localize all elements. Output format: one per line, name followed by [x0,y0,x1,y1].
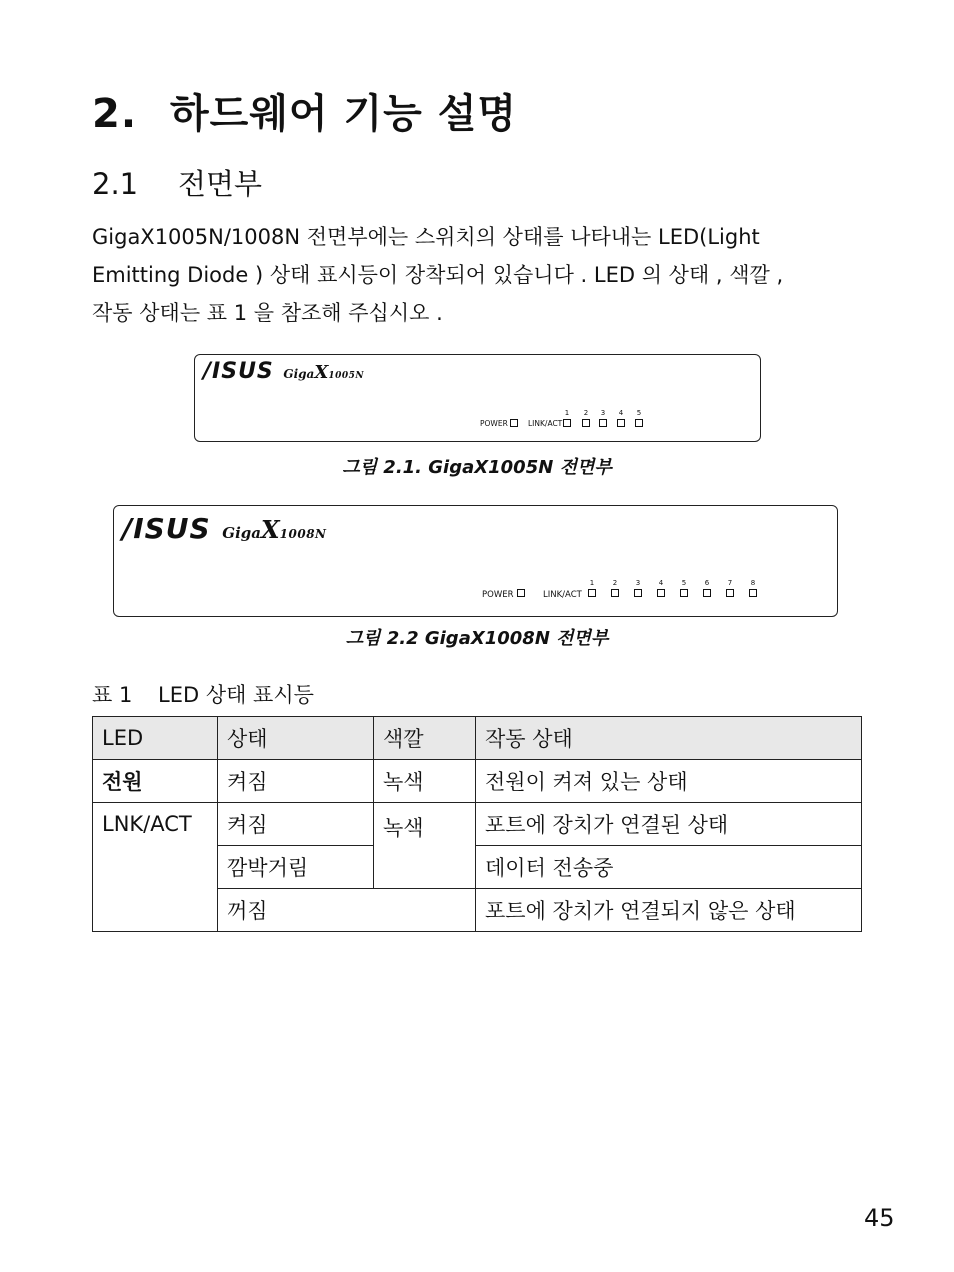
port-number: 8 [750,579,756,587]
port-led [563,419,571,427]
section-title: 하드웨어 기능 설명 [170,91,517,137]
model-logo-text: 1005N [328,371,365,381]
port-number: 1 [564,409,570,417]
port-led [634,589,642,597]
subsection-heading [92,162,262,203]
header-led: LED [93,717,218,760]
subsection-number: 2.1 [92,167,139,201]
figure-caption: 그림 2.1. GigaX1005N 전면부 [342,457,612,478]
gigax1005n-front-panel [194,354,761,442]
model-logo-text: 1008N [279,527,327,541]
cell-state: 켜짐 [218,760,374,803]
link-act-label: LINK/ACT [528,419,563,428]
cell-state: 켜짐 [218,803,374,846]
asus-logo-text: /ISUS [122,512,211,545]
asus-giga-logo [122,512,327,545]
port-number: 7 [727,579,733,587]
port-led [749,589,757,597]
paragraph-line: GigaX1005N/1008N 전면부에는 스위치의 상태를 나타내는 LED(Light [92,225,760,249]
header-operation: 작동 상태 [476,717,862,760]
port-led [617,419,625,427]
cell-led: 전원 [93,760,218,803]
asus-giga-logo [203,359,364,384]
port-led [635,419,643,427]
power-led [510,419,518,427]
port-number: 1 [589,579,595,587]
port-led [611,589,619,597]
cell-led: LNK/ACT [93,803,218,932]
cell-color: 녹색 [374,803,476,889]
power-led [517,589,525,597]
port-led [599,419,607,427]
power-label: POWER [482,590,514,600]
port-number: 6 [704,579,710,587]
table-label: 표 1 [92,683,133,707]
giga-logo-text: Giga [222,524,262,542]
port-number: 2 [612,579,618,587]
port-led [680,589,688,597]
table-title [92,679,314,709]
x-logo-text: X [261,515,280,544]
table-header-row [93,717,862,760]
cell-operation: 전원이 켜져 있는 상태 [476,760,862,803]
table-row [93,803,862,846]
port-number: 5 [636,409,642,417]
port-led [582,419,590,427]
cell-operation: 포트에 장치가 연결되지 않은 상태 [476,889,862,932]
table-title-text: LED 상태 표시등 [158,683,314,707]
intro-paragraph [92,218,872,332]
port-number: 5 [681,579,687,587]
port-number: 4 [658,579,664,587]
header-color: 색깔 [374,717,476,760]
link-act-label: LINK/ACT [543,590,582,600]
port-led [726,589,734,597]
port-number: 4 [618,409,624,417]
section-number: 2. [92,91,138,137]
giga-logo-text: Giga [283,367,315,381]
asus-logo-text: /ISUS [203,359,274,384]
port-led [703,589,711,597]
cell-state: 깜박거림 [218,846,374,889]
section-heading [92,82,517,139]
cell-operation: 데이터 전송중 [476,846,862,889]
cell-color: 녹색 [374,760,476,803]
cell-operation: 포트에 장치가 연결된 상태 [476,803,862,846]
paragraph-line: Emitting Diode ) 상태 표시등이 장착되어 있습니다 . LED 의 상태 , 색깔 , [92,263,784,287]
gigax1008n-front-panel [113,505,838,617]
subsection-title: 전면부 [178,167,263,201]
page-number: 45 [864,1204,895,1232]
power-label: POWER [480,419,508,428]
port-led [588,589,596,597]
port-number: 2 [583,409,589,417]
port-number: 3 [600,409,606,417]
cell-state: 꺼짐 [218,889,476,932]
port-led [657,589,665,597]
port-number: 3 [635,579,641,587]
led-status-table [92,716,862,932]
paragraph-line: 작동 상태는 표 1 을 참조해 주십시오 . [92,301,443,325]
figure-caption: 그림 2.2 GigaX1008N 전면부 [345,628,609,649]
table-row [93,760,862,803]
header-state: 상태 [218,717,374,760]
x-logo-text: X [314,362,329,383]
